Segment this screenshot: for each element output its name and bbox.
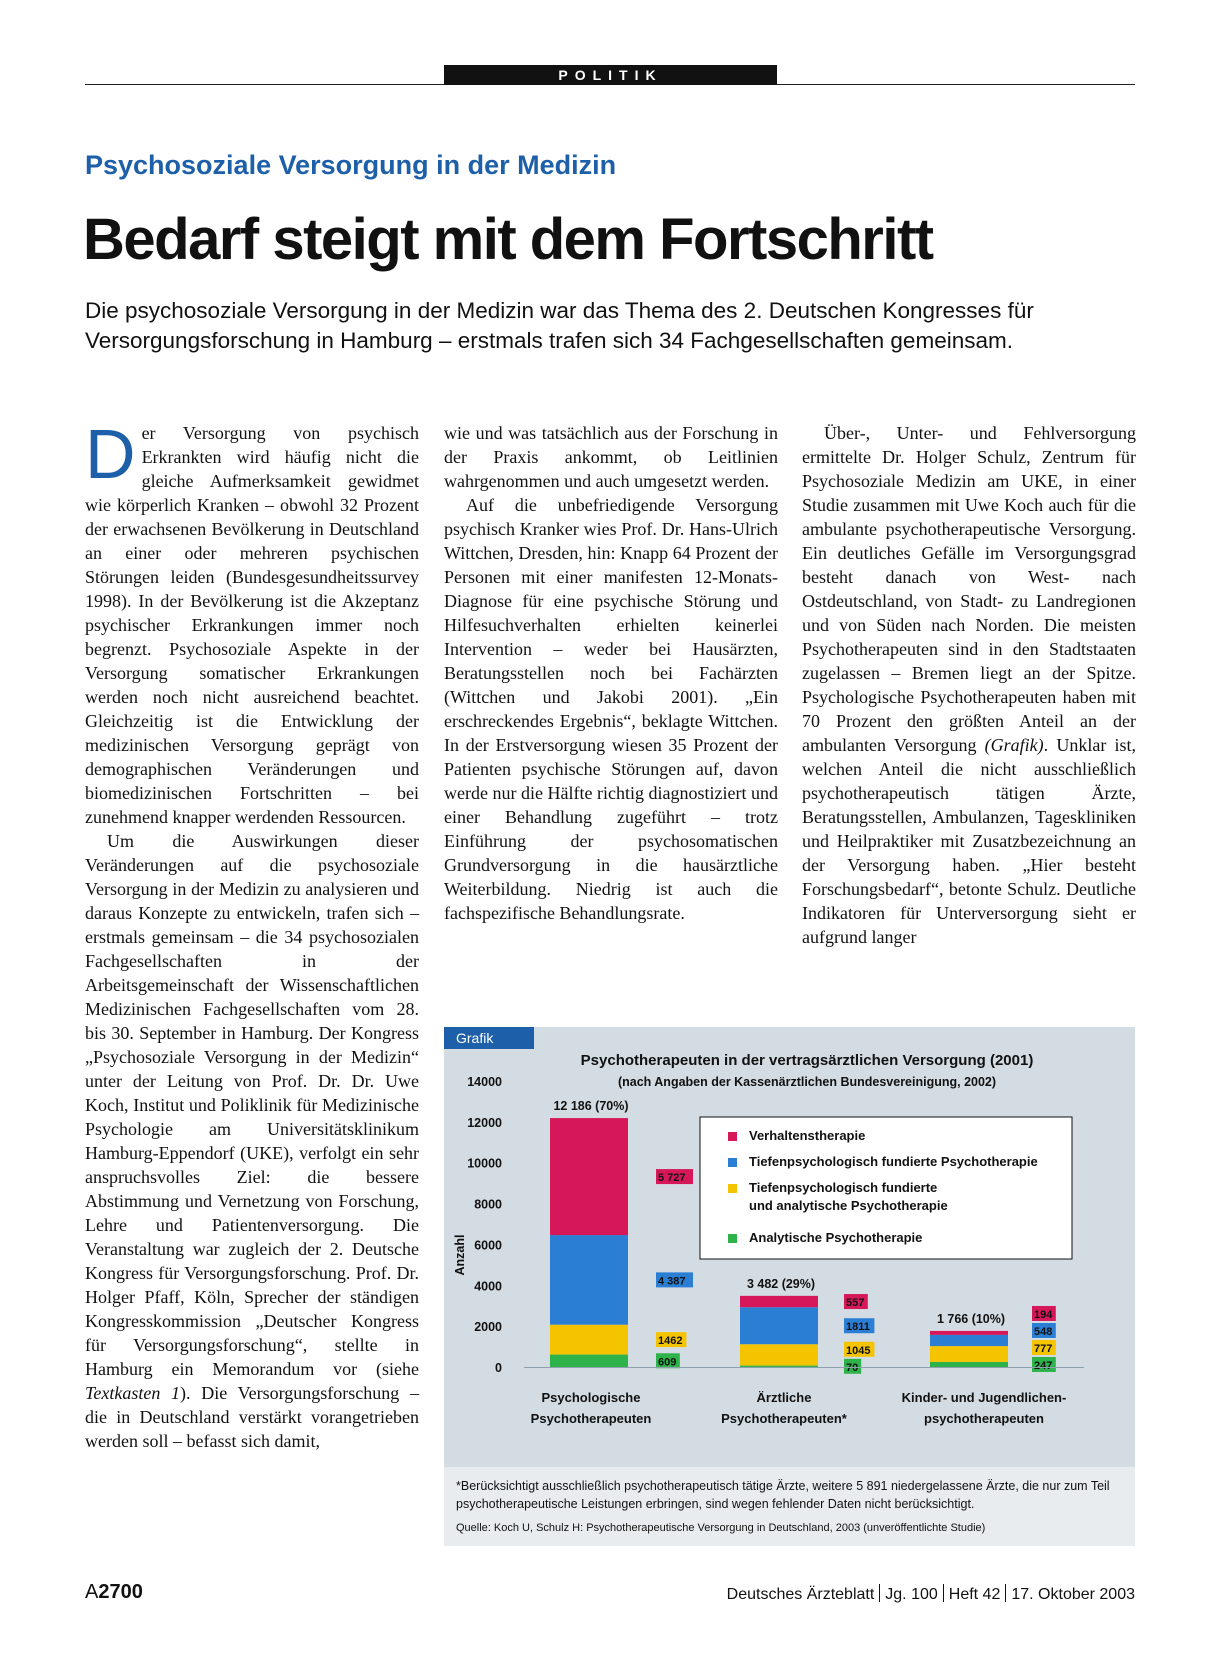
journal-issue: Heft 42	[948, 1586, 1001, 1603]
bar-segment	[740, 1296, 818, 1307]
page-number-value: 2700	[98, 1581, 143, 1603]
legend-label: Verhaltenstherapie	[749, 1128, 866, 1143]
y-tick-label: 10000	[467, 1156, 502, 1171]
grafik-tag: Grafik	[444, 1027, 534, 1049]
value-label: 70	[846, 1361, 859, 1374]
value-label: 609	[658, 1356, 677, 1369]
category-label: Kinder- und Jugendlichen-	[901, 1390, 1067, 1405]
article-kicker: Psychosoziale Versorgung in der Medizin	[85, 150, 617, 180]
text-column-2	[444, 421, 778, 925]
paragraph	[802, 421, 1136, 949]
drop-cap: D	[85, 415, 136, 493]
bar-segment	[740, 1366, 818, 1367]
page-prefix: A	[85, 1581, 99, 1603]
paragraph: wie und was tatsächlich aus der Forschung in der Praxis ankommt, ob Leitlinien wahrgenommen und auch umgesetzt werden.	[444, 423, 778, 491]
bar-segment	[930, 1331, 1008, 1335]
paragraph: Auf die unbefriedigende Versorgung psychisch Kranker wies Prof. Dr. Hans-Ulrich Wittchen, Dresden, hin: Knapp 64 Prozent der Personen mit einer manifesten 12-Monats-Diagnose für eine psychische Störung und Hilfesuchverhalten erhielten keinerlei Intervention – weder bei Hausärzten, Beratungsstellen noch bei Fachärzten (Wittchen und Jakobi 2001). „Ein erschreckendes Ergebnis“, beklagte Wittchen. In der Erstversorgung wiesen 35 Prozent der Patienten psychische Störungen auf, davon werde nur die Hälfte richtig diagnostiziert und einer Behandlung zugeführt – trotz Einführung der psychosomatischen Grundversorgung in die hausärztliche Weiterbildung. Niedrig ist auch die fachspezifische Behandlungsrate.	[444, 495, 778, 923]
section-tag: POLITIK	[444, 65, 777, 85]
page-number	[85, 1581, 143, 1604]
category-label: Psychotherapeuten*	[721, 1411, 847, 1426]
text-column-1	[85, 415, 419, 1551]
bar-segment	[550, 1355, 628, 1367]
journal-volume: Jg. 100	[885, 1586, 938, 1603]
reference-grafik: (Grafik)	[984, 735, 1044, 755]
y-tick-label: 2000	[474, 1320, 502, 1335]
value-label: 777	[1034, 1342, 1053, 1355]
bar-segment	[550, 1118, 628, 1235]
legend-label: Tiefenpsychologisch fundierte Psychotherapie	[749, 1154, 1038, 1169]
chart-subtitle: (nach Angaben der Kassenärztlichen Bundesvereinigung, 2002)	[617, 1075, 997, 1089]
legend-swatch	[728, 1132, 737, 1141]
legend-label: Tiefenpsychologisch fundierte	[749, 1180, 938, 1195]
text-column-3	[802, 421, 1136, 949]
paragraph-text: er Versorgung von psychisch Erkrankten wird häufig nicht die gleiche Aufmerksamkeit gewidmet wie körperlich Kranken – obwohl 32 Prozent der erwachsenen Bevölkerung in Deutschland an einer oder mehreren psychischen Störungen leiden (Bundesgesundheitssurvey 1998). In der Bevölkerung ist die Akzeptanz psychischer Erkrankungen immer noch begrenzt. Psychosoziale Aspekte in der Versorgung somatischer Erkrankungen werden noch nicht ausreichend beachtet. Gleichzeitig ist die Entwicklung der medizinischen Versorgung geprägt von demographischen Veränderungen und biomedizinischen Fortschritten – bei zunehmend knapper werdenden Ressourcen.	[85, 423, 419, 827]
legend-swatch	[728, 1234, 737, 1243]
category-label: psychotherapeuten	[924, 1411, 1044, 1426]
legend-label: Analytische Psychotherapie	[749, 1230, 923, 1245]
y-tick-label: 6000	[474, 1238, 502, 1253]
legend-swatch	[728, 1158, 737, 1167]
y-tick-label: 0	[495, 1361, 502, 1375]
value-label: 557	[846, 1297, 865, 1310]
journal-date: 17. Oktober 2003	[1011, 1586, 1135, 1603]
bar-segment	[550, 1325, 628, 1355]
bar-segment	[550, 1235, 628, 1325]
y-tick-label: 4000	[474, 1279, 502, 1294]
paragraph-text: . Unklar ist, welchen Anteil die nicht ausschließlich psychotherapeutisch tätigen Ärzte, Beratungsstellen, Ambulanzen, Tageskliniken und Heilpraktiker mit Zusatzbezeichnung an der Versorgung haben. „Hier besteht Forschungsbedarf“, betonte Schulz. Deutliche Indikatoren für Unterversorgung sieht er aufgrund langer	[802, 735, 1136, 947]
value-label: 194	[1034, 1308, 1053, 1321]
chart-footnote: *Berücksichtigt ausschließlich psychotherapeutisch tätige Ärzte, weitere 5 891 niedergelassene Ärzte, die nur zum Teil psychotherapeutische Leistungen erbringen, sind wegen fehlender Daten nicht berücksichtigt.	[456, 1479, 1110, 1511]
value-label: 1045	[846, 1344, 871, 1357]
journal-imprint	[727, 1584, 1135, 1604]
paragraph	[85, 829, 419, 1453]
article-lead: Die psychosoziale Versorgung in der Medizin war das Thema des 2. Deutschen Kongresses für Versorgungsforschung in Hamburg – erstmals trafen sich 34 Fachgesellschaften gemeinsam.	[85, 298, 1034, 353]
divider	[1005, 1584, 1006, 1602]
grafik-box	[444, 1027, 1135, 1546]
bar-segment	[930, 1346, 1008, 1362]
y-tick-label: 12000	[467, 1115, 502, 1130]
y-tick-label: 8000	[474, 1197, 502, 1212]
y-tick-label: 14000	[467, 1075, 502, 1089]
legend-label: und analytische Psychotherapie	[749, 1198, 948, 1213]
article-headline: Bedarf steigt mit dem Fortschritt	[83, 207, 933, 272]
legend-swatch	[728, 1184, 737, 1193]
divider	[943, 1584, 944, 1602]
bar-total-label: 1 766 (10%)	[936, 1311, 1006, 1326]
category-label: Ärztliche	[756, 1390, 812, 1405]
divider	[879, 1584, 880, 1602]
value-label: 1811	[846, 1321, 870, 1334]
reference-textkasten: Textkasten 1	[85, 1383, 181, 1403]
bar-segment	[930, 1335, 1008, 1346]
bar-segment	[930, 1362, 1008, 1367]
value-label: 1462	[658, 1335, 683, 1348]
footnote-area	[444, 1467, 1135, 1546]
paragraph	[85, 415, 419, 829]
bar-total-label: 3 482 (29%)	[746, 1276, 816, 1291]
chart-source: Quelle: Koch U, Schulz H: Psychotherapeutische Versorgung in Deutschland, 2003 (unveröffentlichte Studie)	[456, 1522, 986, 1534]
value-label: 247	[1034, 1359, 1053, 1372]
bar-segment	[740, 1307, 818, 1344]
value-label: 5 727	[658, 1172, 686, 1185]
bar-segment	[740, 1344, 818, 1365]
bar-chart	[444, 1027, 1135, 1467]
value-label: 548	[1034, 1325, 1053, 1338]
bar-total-label: 12 186 (70%)	[553, 1099, 629, 1114]
category-label: Psychologische	[541, 1390, 641, 1405]
paragraph-text: Über-, Unter- und Fehlversorgung ermittelte Dr. Holger Schulz, Zentrum für Psychosoziale Medizin am UKE, in einer Studie zusammen mit Uwe Koch auch für die ambulante psychotherapeutische Versorgung. Ein deutliches Gefälle im Versorgungsgrad besteht danach von West- nach Ostdeutschland, von Stadt- zu Landregionen und von Süden nach Norden. Die meisten Psychotherapeuten sind in den Stadtstaaten zugelassen – Bremen liegt an der Spitze. Psychologische Psychotherapeuten haben mit 70 Prozent den größten Anteil an der ambulanten Versorgung	[802, 423, 1136, 755]
paragraph-text: ). Die Versorgungsforschung – die in Deutschland verstärkt vorangetrieben werden soll – befasst sich damit,	[85, 1383, 419, 1451]
chart-title: Psychotherapeuten in der vertragsärztlichen Versorgung (2001)	[580, 1052, 1034, 1069]
category-label: Psychotherapeuten	[530, 1411, 652, 1426]
paragraph-text: Um die Auswirkungen dieser Veränderungen auf die psychosoziale Versorgung in der Medizin zu analysieren und daraus Konzepte zu entwickeln, trafen sich – erstmals gemeinsam – die 34 psychosozialen Fachgesellschaften in der Arbeitsgemeinschaft der Wissenschaftlichen Medizinischen Fachgesellschaften vom 28. bis 30. September in Hamburg. Der Kongress „Psychosoziale Versorgung in der Medizin“ unter der Leitung von Prof. Dr. Dr. Uwe Koch, Institut und Poliklinik für Medizinische Psychologie am Universitätsklinikum Hamburg-Eppendorf (UKE), verfolgt ein sehr anspruchsvolles Ziel: die bessere Abstimmung und Vernetzung von Forschung, Lehre und Patientenversorgung. Die Veranstaltung war zugleich der 2. Deutsche Kongress für Versorgungsforschung. Prof. Dr. Holger Pfaff, Köln, Sprecher der ständigen Kongresskommission „Deutscher Kongress für Versorgungsforschung“, stellte in Hamburg ein Memorandum vor (siehe	[85, 831, 419, 1379]
y-axis-label: Anzahl	[453, 1234, 467, 1276]
value-label: 4 387	[658, 1275, 686, 1288]
journal-name: Deutsches Ärzteblatt	[726, 1586, 875, 1603]
